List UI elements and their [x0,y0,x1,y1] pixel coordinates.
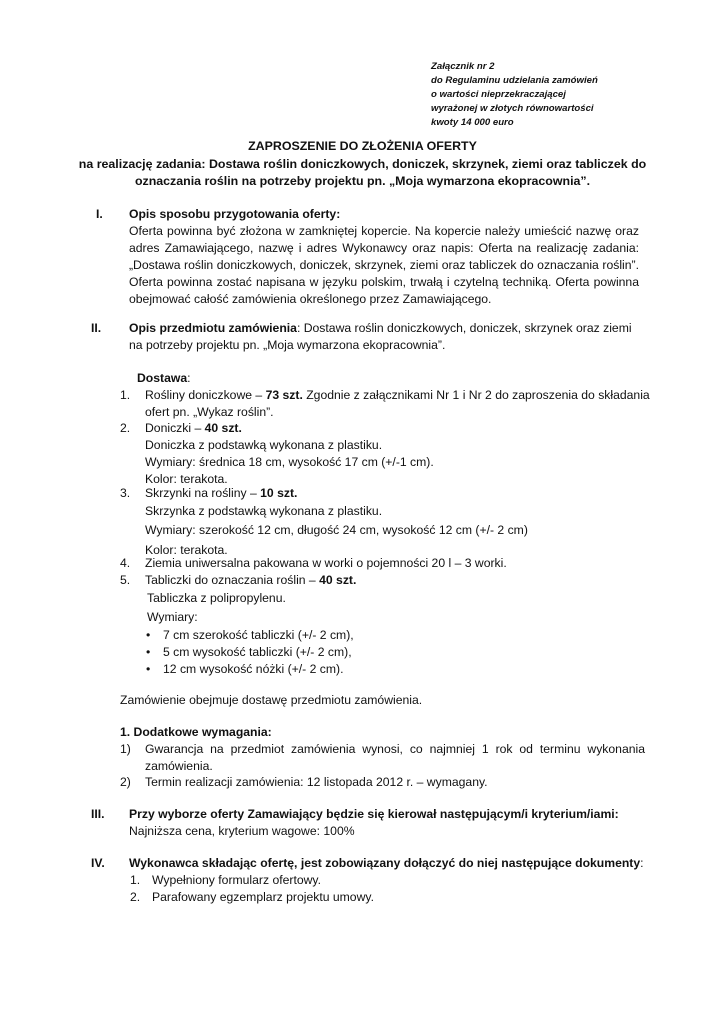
section-1-text: Oferta powinna być złożona w zamkniętej kopercie. Na kopercie należy umieścić nazwę oraz adres Zamawiającego, nazwę i adres Wykonawcy oraz napis: Oferta na realizację zadania: „Dostawa roślin doniczkowych, doniczek, skrzynek, ziemi oraz tabliczek do oznaczania roślin”. Oferta powinna zostać napisana w języku polskim, trwałą i czytelną techniką. Oferta powinna obejmować całość zamówienia określonego przez Zamawiającego. [129,224,639,306]
item-5-line3: Wymiary: [147,610,198,624]
item-5-line2: Tabliczka z polipropylenu. [147,591,286,605]
scope-text: Zamówienie obejmuje dostawę przedmiotu zamówienia. [120,693,423,707]
bullet-text: 5 cm wysokość tabliczki (+/- 2 cm), [163,645,352,659]
item-1-line2: ofert pn. „Wykaz roślin”. [145,405,274,419]
section-4-heading-colon: : [640,856,644,870]
section-3-text: Najniższa cena, kryterium wagowe: 100% [129,824,355,838]
delivery-heading [137,370,191,387]
document-item-text: Wypełniony formularz ofertowy. [152,873,321,887]
document-item-number: 1. [130,873,141,887]
requirement-1-line1: Gwarancja na przedmiot zamówienia wynosi, co najmniej 1 rok od terminu wykonania [145,742,645,756]
annex-line: wyrażonej w złotych równowartości [431,103,594,114]
bullet-text: 12 cm wysokość nóżki (+/- 2 cm). [163,662,344,676]
item-number: 2. [120,421,131,435]
section-3-heading: Przy wyborze oferty Zamawiający będzie się kierował następującym/i kryterium/iami: [129,807,619,821]
bullet-icon: • [146,628,151,642]
annex-note [431,60,691,130]
item-3-name: Skrzynki na rośliny – [145,486,261,500]
delivery-label: Dostawa [137,371,188,385]
item-3-line1 [145,485,645,502]
item-1-quantity: 73 szt. [265,388,303,402]
document-item-number: 2. [130,890,141,904]
section-2-intro-line1 [129,320,644,337]
item-2-line2: Doniczka z podstawką wykonana z plastiku. [145,438,383,452]
title-heading: ZAPROSZENIE DO ZŁOŻENIA OFERTY [248,139,477,153]
item-3-quantity: 10 szt. [260,486,298,500]
item-5-quantity: 40 szt. [319,573,357,587]
item-number: 3. [120,486,131,500]
section-2-text-line1: : Dostawa roślin doniczkowych, doniczek, skrzynek oraz ziemi [296,321,632,335]
requirement-number: 2) [120,775,131,789]
item-3-line3: Wymiary: szerokość 12 cm, długość 24 cm, wysokość 12 cm (+/- 2 cm) [145,523,528,537]
annex-line: o wartości nieprzekraczającej [431,89,566,100]
title-subtitle-line1: na realizację zadania: Dostawa roślin doniczkowych, doniczek, skrzynek, ziemi oraz tabliczek do [78,156,647,171]
requirement-1-line2: zamówienia. [145,759,213,773]
item-4-text: Ziemia uniwersalna pakowana w worki o pojemności 20 l – 3 worki. [145,556,507,570]
section-4-heading: Wykonawca składając ofertę, jest zobowiązany dołączyć do niej następujące dokumenty [129,856,641,870]
item-number: 4. [120,556,131,570]
requirement-2-text: Termin realizacji zamówienia: 12 listopada 2012 r. – wymagany. [145,775,488,789]
delivery-colon: : [187,371,191,385]
extra-requirements-heading: 1. Dodatkowe wymagania: [120,725,272,739]
section-1-heading: Opis sposobu przygotowania oferty: [129,207,341,221]
title-subtitle-line2: oznaczania roślin na potrzeby projektu pn. „Moja wymarzona ekopracownia”. [134,174,591,188]
item-2-name: Doniczki – [145,421,205,435]
section-4-numeral: IV. [91,856,105,870]
document-item-text: Parafowany egzemplarz projektu umowy. [152,890,374,904]
item-1-name: Rośliny doniczkowe – [145,388,266,402]
section-4-heading-line [129,855,649,872]
section-1-numeral: I. [96,207,103,221]
item-2-line4: Kolor: terakota. [145,472,228,486]
item-5-line1 [145,572,645,589]
annex-line: do Regulaminu udzielania zamówień [431,75,598,86]
item-5-name: Tabliczki do oznaczania roślin – [145,573,320,587]
section-2-numeral: II. [91,321,102,335]
item-number: 1. [120,388,131,402]
bullet-icon: • [146,645,151,659]
section-3-numeral: III. [91,807,105,821]
item-2-line3: Wymiary: średnica 18 cm, wysokość 17 cm (+/-1 cm). [145,455,434,469]
item-1-note: Zgodnie z załącznikami Nr 1 i Nr 2 do zaproszenia do składania [302,388,650,402]
bullet-text: 7 cm szerokość tabliczki (+/- 2 cm), [163,628,354,642]
item-2-quantity: 40 szt. [204,421,242,435]
section-2-heading: Opis przedmiotu zamówienia [129,321,297,335]
item-3-line4: Kolor: terakota. [145,543,228,557]
annex-line: Załącznik nr 2 [431,61,495,72]
item-2-line1 [145,420,645,437]
bullet-icon: • [146,662,151,676]
item-number: 5. [120,573,131,587]
annex-line: kwoty 14 000 euro [431,117,514,128]
item-3-line2: Skrzynka z podstawką wykonana z plastiku. [145,504,383,518]
section-2-text-line2: na potrzeby projektu pn. „Moja wymarzona ekopracownia”. [129,338,446,352]
document-title [60,138,665,191]
requirement-number: 1) [120,742,131,756]
item-1-line1 [145,387,650,404]
